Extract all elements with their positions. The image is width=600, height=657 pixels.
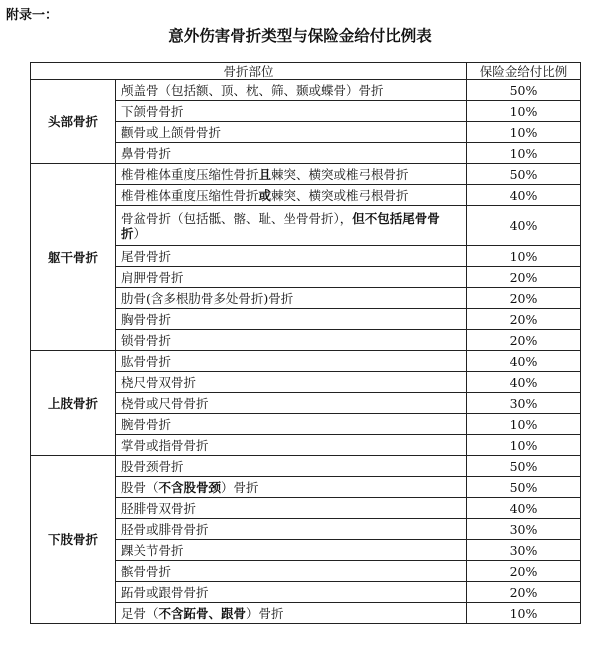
payout-ratio-cell: 10% (467, 246, 581, 267)
payout-ratio-cell: 30% (467, 540, 581, 561)
payout-ratio-cell: 10% (467, 414, 581, 435)
payout-ratio-cell: 50% (467, 164, 581, 185)
fracture-part-cell (116, 498, 467, 519)
fracture-part-cell (116, 435, 467, 456)
part-text: 鼻骨骨折 (121, 145, 172, 161)
part-text: 锁骨骨折 (121, 332, 172, 348)
part-text: 胫腓骨双骨折 (121, 500, 197, 516)
part-text: 颅盖骨（包括额、顶、枕、筛、颞或蝶骨）骨折 (121, 82, 384, 98)
payout-ratio-cell: 50% (467, 477, 581, 498)
part-text: 肩胛骨骨折 (121, 269, 184, 285)
fracture-part-cell (116, 206, 467, 246)
part-text: 棘突、横突或椎弓根骨折 (271, 166, 409, 182)
fracture-part-cell (116, 477, 467, 498)
payout-ratio-cell: 10% (467, 101, 581, 122)
fracture-part-cell (116, 414, 467, 435)
header-payout-ratio: 保险金给付比例 (467, 63, 581, 80)
payout-ratio-cell: 20% (467, 330, 581, 351)
fracture-part-cell (116, 456, 467, 477)
part-text: 髌骨骨折 (121, 563, 172, 579)
part-text: 股骨颈骨折 (121, 458, 184, 474)
payout-ratio-cell: 50% (467, 456, 581, 477)
fracture-part-cell (116, 164, 467, 185)
fracture-part-cell (116, 393, 467, 414)
fracture-part-cell (116, 372, 467, 393)
category-cell: 头部骨折 (31, 80, 116, 164)
part-text: 股骨（ (121, 479, 159, 495)
fracture-part-cell (116, 80, 467, 101)
emphasis-text: 不含跖骨、跟骨 (158, 605, 247, 621)
fracture-part-cell (116, 267, 467, 288)
payout-ratio-cell: 40% (467, 351, 581, 372)
part-text: 骨盆骨折（包括骶、髂、耻、坐骨骨折）， (121, 210, 353, 226)
header-fracture-part: 骨折部位 (31, 63, 467, 80)
fracture-part-cell (116, 101, 467, 122)
part-text: 椎骨椎体重度压缩性骨折 (121, 166, 259, 182)
payout-ratio-cell: 20% (467, 288, 581, 309)
fracture-part-cell (116, 561, 467, 582)
table-body (31, 80, 581, 624)
fracture-part-cell (116, 519, 467, 540)
table-row (31, 80, 581, 101)
category-cell: 上肢骨折 (31, 351, 116, 456)
part-text: 肋骨(含多根肋骨多处骨折)骨折 (121, 290, 294, 306)
appendix-label: 附录一： (6, 8, 59, 23)
payout-ratio-cell: 50% (467, 80, 581, 101)
part-text: 尾骨骨折 (121, 248, 172, 264)
part-text: 颧骨或上颌骨骨折 (121, 124, 222, 140)
part-text: 足骨（ (121, 605, 159, 621)
category-cell: 躯干骨折 (31, 164, 116, 351)
fracture-part-cell (116, 330, 467, 351)
part-text: ）骨折 (221, 479, 259, 495)
payout-ratio-cell: 30% (467, 519, 581, 540)
payout-ratio-cell: 20% (467, 561, 581, 582)
payout-ratio-cell: 10% (467, 603, 581, 624)
fracture-ratio-table (30, 62, 581, 624)
page-title: 意外伤害骨折类型与保险金给付比例表 (168, 27, 432, 45)
emphasis-text: 不含股骨颈 (158, 479, 222, 495)
part-text: ） (133, 225, 147, 241)
emphasis-text: 或 (258, 187, 272, 203)
part-text: 桡尺骨双骨折 (121, 374, 197, 390)
payout-ratio-cell: 40% (467, 206, 581, 246)
part-text: 肱骨骨折 (121, 353, 172, 369)
payout-ratio-cell: 20% (467, 582, 581, 603)
payout-ratio-cell: 40% (467, 498, 581, 519)
part-text: 掌骨或指骨骨折 (121, 437, 209, 453)
fracture-part-cell (116, 143, 467, 164)
category-cell: 下肢骨折 (31, 456, 116, 624)
part-text: 跖骨或跟骨骨折 (121, 584, 209, 600)
fracture-part-cell (116, 351, 467, 372)
payout-ratio-cell: 20% (467, 267, 581, 288)
payout-ratio-cell: 10% (467, 122, 581, 143)
fracture-part-cell (116, 288, 467, 309)
payout-ratio-cell: 30% (467, 393, 581, 414)
payout-ratio-cell: 20% (467, 309, 581, 330)
part-text: ）骨折 (246, 605, 284, 621)
emphasis-text: 且 (258, 166, 272, 182)
payout-ratio-cell: 10% (467, 143, 581, 164)
payout-ratio-cell: 10% (467, 435, 581, 456)
fracture-part-cell (116, 185, 467, 206)
fracture-part-cell (116, 603, 467, 624)
emphasis-text: 但不包括尾骨骨折 (121, 210, 440, 241)
table-header-row (31, 63, 581, 80)
part-text: 腕骨骨折 (121, 416, 172, 432)
payout-ratio-cell: 40% (467, 185, 581, 206)
table-row (31, 456, 581, 477)
fracture-part-cell (116, 122, 467, 143)
part-text: 桡骨或尺骨骨折 (121, 395, 209, 411)
part-text: 下颌骨骨折 (121, 103, 184, 119)
table-row (31, 351, 581, 372)
part-text: 胸骨骨折 (121, 311, 172, 327)
table-row (31, 164, 581, 185)
part-text: 胫骨或腓骨骨折 (121, 521, 209, 537)
fracture-part-cell (116, 246, 467, 267)
fracture-part-cell (116, 582, 467, 603)
part-text: 棘突、横突或椎弓根骨折 (271, 187, 409, 203)
payout-ratio-cell: 40% (467, 372, 581, 393)
part-text: 椎骨椎体重度压缩性骨折 (121, 187, 259, 203)
part-text: 踝关节骨折 (121, 542, 184, 558)
fracture-part-cell (116, 309, 467, 330)
fracture-part-cell (116, 540, 467, 561)
